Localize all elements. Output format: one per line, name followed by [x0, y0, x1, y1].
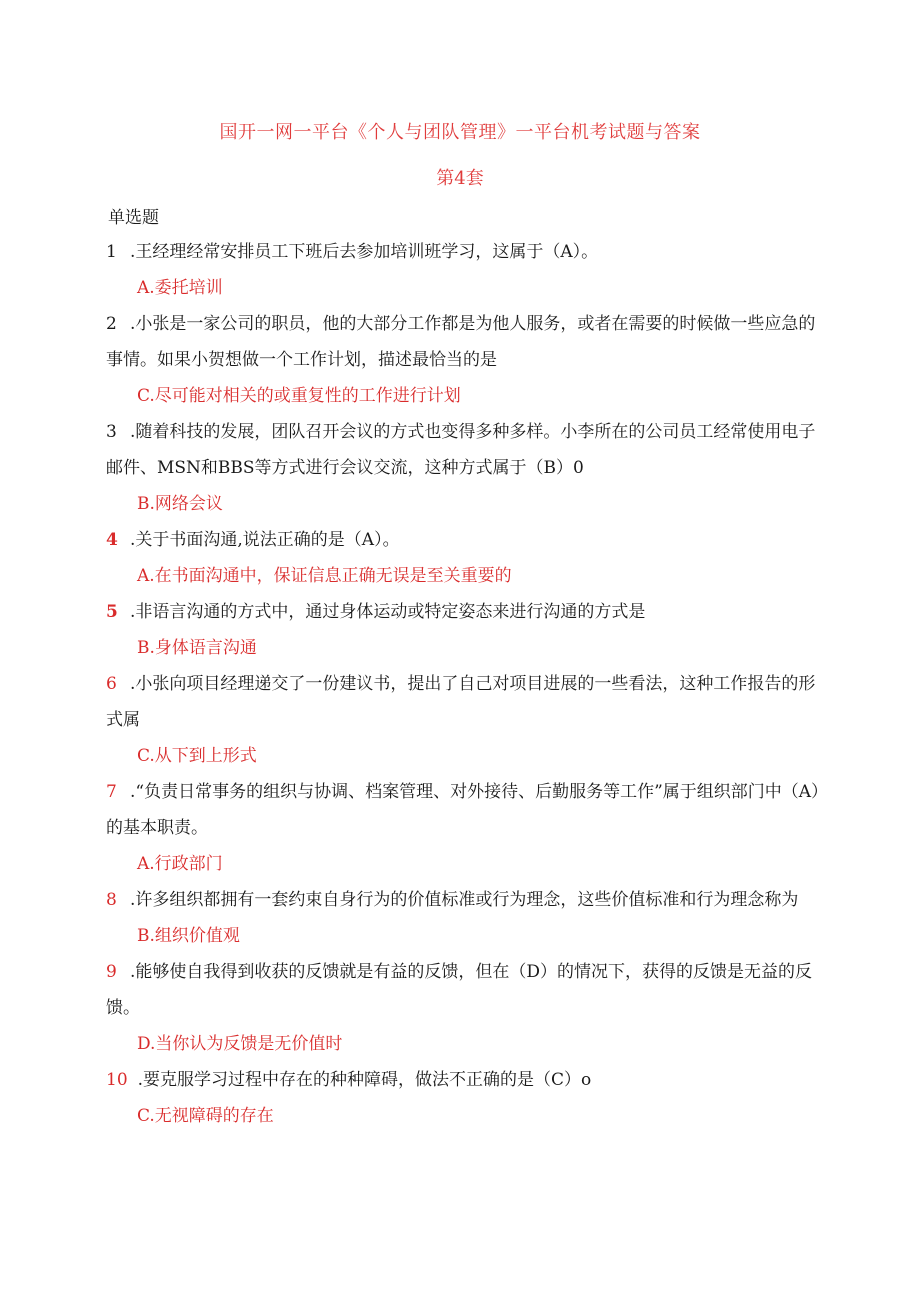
question-body: .许多组织都拥有一套约束自身行为的价值标准或行为理念，这些价值标准和行为理念称为	[130, 890, 799, 910]
question-text	[106, 306, 826, 378]
answer-text: A.委托培训	[137, 278, 223, 298]
question-item	[106, 414, 826, 522]
question-number: 9	[106, 962, 117, 982]
question-text	[106, 414, 826, 486]
question-body: .关于书面沟通,说法正确的是（A）。	[130, 530, 400, 550]
answer-text: A.在书面沟通中，保证信息正确无误是至关重要的	[137, 566, 512, 586]
question-item	[106, 954, 826, 1062]
question-number: 3	[106, 422, 117, 442]
question-text	[106, 1062, 826, 1098]
question-item	[106, 774, 826, 882]
document-title: 国开一网一平台《个人与团队管理》一平台机考试题与答案	[219, 122, 701, 143]
question-body: .王经理经常安排员工下班后去参加培训班学习，这属于（A）。	[130, 242, 599, 262]
question-body: .小张是一家公司的职员，他的大部分工作都是为他人服务，或者在需要的时候做一些应急的事情。如果小贺想做一个工作计划，描述最恰当的是	[106, 314, 816, 370]
answer-text: B.组织价值观	[137, 926, 240, 946]
answer-text: D.当你认为反馈是无价值时	[137, 1034, 343, 1054]
question-item	[106, 306, 826, 414]
answer-text: C.从下到上形式	[137, 746, 257, 766]
answer-text: C.尽可能对相关的或重复性的工作进行计划	[137, 386, 461, 406]
question-item	[106, 1062, 826, 1134]
question-body: .非语言沟通的方式中，通过身体运动或特定姿态来进行沟通的方式是	[130, 602, 646, 622]
question-number: 6	[106, 674, 117, 694]
question-body: .“负责日常事务的组织与协调、档案管理、对外接待、后勤服务等工作”属于组织部门中（A）的基本职责。	[106, 782, 820, 838]
question-list	[106, 234, 826, 1134]
question-number: 7	[106, 782, 117, 802]
question-number: 8	[106, 890, 117, 910]
document-subtitle: 第4套	[436, 168, 484, 189]
question-text	[106, 234, 826, 270]
question-item	[106, 234, 826, 306]
question-text	[106, 522, 826, 558]
answer-text: A.行政部门	[137, 854, 223, 874]
question-number: 2	[106, 314, 117, 334]
question-item	[106, 522, 826, 594]
question-number: 4	[106, 530, 118, 550]
question-body: .小张向项目经理递交了一份建议书，提出了自己对项目进展的一些看法，这种工作报告的形式属	[106, 674, 816, 730]
question-item	[106, 882, 826, 954]
answer-text: C.无视障碍的存在	[137, 1106, 274, 1126]
question-body: .能够使自我得到收获的反馈就是有益的反馈，但在（D）的情况下，获得的反馈是无益的反馈。	[106, 962, 813, 1018]
question-body: .要克服学习过程中存在的种种障碍，做法不正确的是（C）o	[137, 1070, 592, 1090]
answer-text: B.身体语言沟通	[137, 638, 257, 658]
question-text	[106, 882, 826, 918]
question-text	[106, 954, 826, 1026]
question-text	[106, 666, 826, 738]
question-body: .随着科技的发展，团队召开会议的方式也变得多种多样。小李所在的公司员工经常使用电子邮件、MSN和BBS等方式进行会议交流，这种方式属于（B）0	[106, 422, 816, 478]
question-text	[106, 774, 826, 846]
question-number: 5	[106, 602, 118, 622]
section-heading: 单选题	[108, 208, 159, 228]
question-item	[106, 594, 826, 666]
answer-text: B.网络会议	[137, 494, 223, 514]
question-number: 10	[106, 1070, 128, 1090]
question-item	[106, 666, 826, 774]
question-number: 1	[106, 242, 117, 262]
question-text	[106, 594, 826, 630]
